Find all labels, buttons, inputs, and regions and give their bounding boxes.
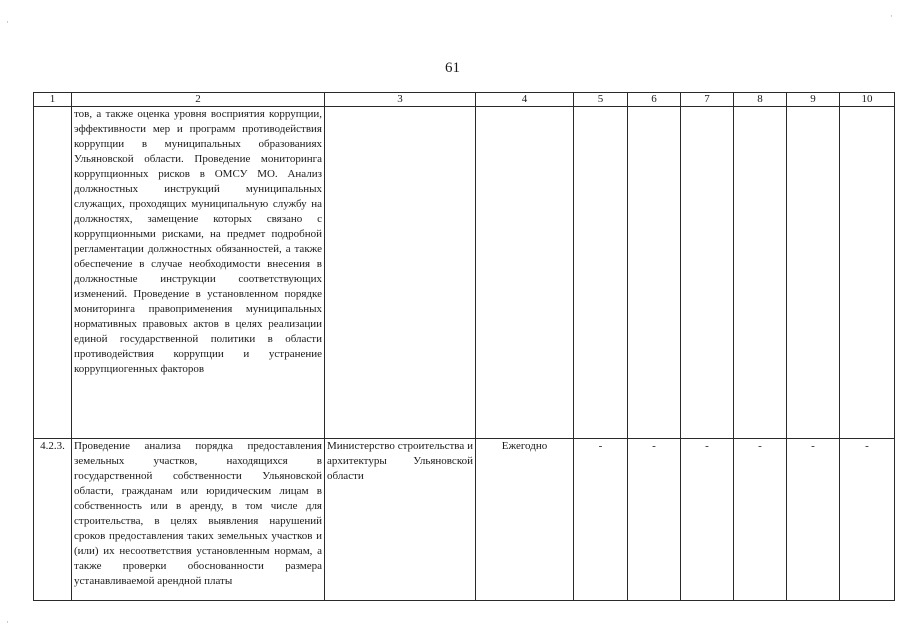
table-row <box>34 107 895 439</box>
term-cell: Ежегодно <box>476 439 574 601</box>
executor-cell: Министерство строительства и архитектуры Ульяновской области <box>325 439 476 601</box>
column-header-6: 6 <box>628 93 681 107</box>
column-header-7: 7 <box>681 93 734 107</box>
row-number-cell: 4.2.3. <box>34 439 72 601</box>
value-cell-5 <box>574 107 628 439</box>
value-cell-7 <box>681 107 734 439</box>
term-cell <box>476 107 574 439</box>
page-number: 61 <box>445 60 460 76</box>
column-header-9: 9 <box>787 93 840 107</box>
value-cell-6 <box>628 107 681 439</box>
measure-description-cell: тов, а также оценка уровня восприятия коррупции, эффективности мер и программ противодействия коррупции в муниципальных образованиях Ульяновской области. Проведение мониторинга коррупционных рисков в ОМСУ МО. Анализ должностных инструкций муниципальных служащих, проходящих муниципальную службу на должностях, замещение которых связано с коррупционными рисками, на предмет подробной регламентации должностных обязанностей, а также обеспечение в случае необходимости внесения в должностные инструкции соответствующих изменений. Проведение в установленном порядке мониторинга правоприменения муниципальных нормативных правовых актов в целях реализации единой государственной политики в области противодействия коррупции и устранение коррупциогенных факторов <box>72 107 325 439</box>
column-header-5: 5 <box>574 93 628 107</box>
value-cell-10 <box>840 107 895 439</box>
column-header-4: 4 <box>476 93 574 107</box>
row-number-cell <box>34 107 72 439</box>
value-cell-8 <box>734 107 787 439</box>
value-cell-5: - <box>574 439 628 601</box>
column-header-10: 10 <box>840 93 895 107</box>
value-cell-9 <box>787 107 840 439</box>
executor-cell <box>325 107 476 439</box>
margin-mark-top-left: · <box>6 18 9 28</box>
measures-table <box>33 92 895 601</box>
table-row <box>34 439 895 601</box>
measure-description-cell: Проведение анализа порядка предоставления земельных участков, находящихся в государственной собственности Ульяновской области, гражданам или юридическим лицам в собственность или в аренду, в том числе для строительства, в целях выявления нарушений сроков предоставления таких земельных участков и (или) их несоответствия установленным нормам, а также проверки обоснованности размера устанавливаемой арендной платы <box>72 439 325 601</box>
value-cell-10: - <box>840 439 895 601</box>
column-header-3: 3 <box>325 93 476 107</box>
table-header-row <box>34 93 895 107</box>
margin-mark-top-right: · <box>890 12 893 22</box>
value-cell-8: - <box>734 439 787 601</box>
value-cell-7: - <box>681 439 734 601</box>
column-header-2: 2 <box>72 93 325 107</box>
column-header-8: 8 <box>734 93 787 107</box>
value-cell-6: - <box>628 439 681 601</box>
column-header-1: 1 <box>34 93 72 107</box>
margin-mark-bottom-left: · <box>6 618 9 628</box>
value-cell-9: - <box>787 439 840 601</box>
